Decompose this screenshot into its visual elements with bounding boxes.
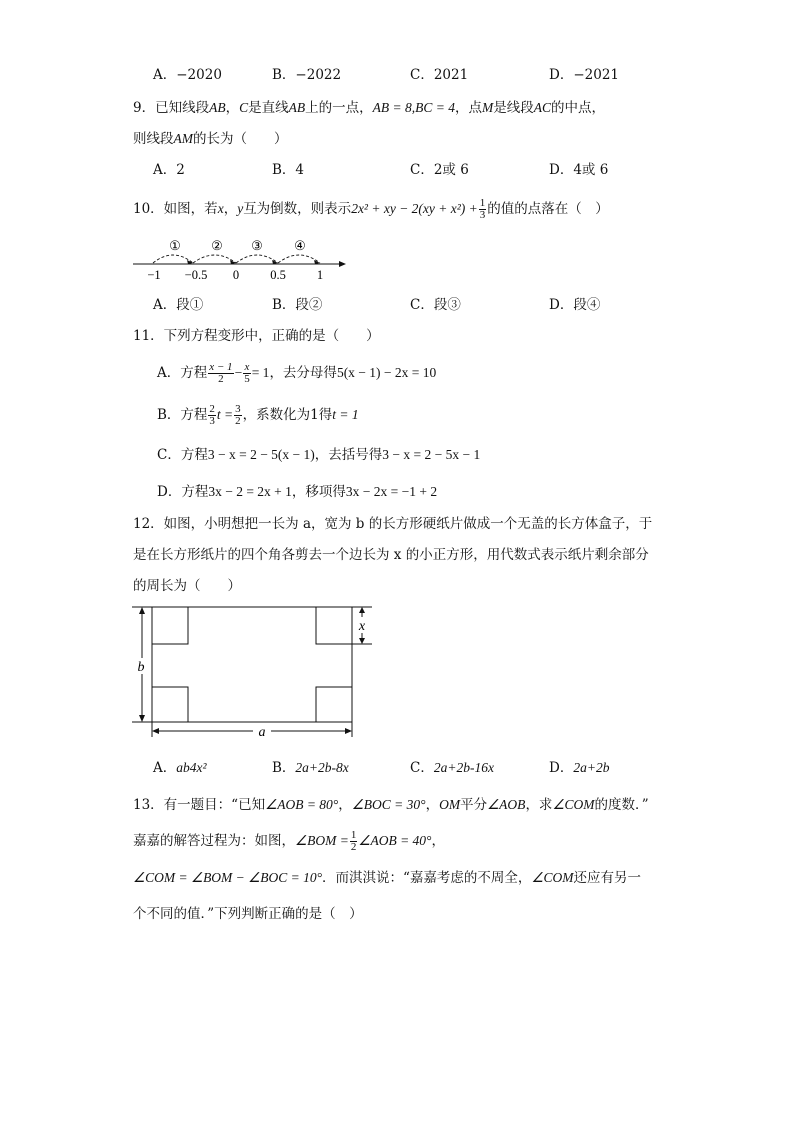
q11-option-d: D．方程3x − 2 = 2x + 1，移项得3x − 2x = −1 + 2 <box>157 484 438 500</box>
q9-stem-line1: 9．已知线段AB，C是直线AB上的一点，AB = 8,BC = 4，点M是线段AC的中点， <box>133 100 605 116</box>
q9-option-b: B．4 <box>272 162 305 178</box>
q8-option-c: C．2021 <box>410 67 469 83</box>
q12-option-b: B．2a+2b-8x <box>272 760 349 776</box>
rectangle-cutout-figure <box>130 600 380 742</box>
segment-label-2: ② <box>211 238 223 253</box>
segment-label-1: ① <box>169 238 181 253</box>
q12-option-d: D．2a+2b <box>549 760 610 776</box>
q8-option-d: D．−2021 <box>549 67 619 83</box>
label-b: b <box>137 660 145 675</box>
segment-label-3: ③ <box>251 238 263 253</box>
q8-option-b: B．−2022 <box>272 67 342 83</box>
label-a: a <box>258 725 266 740</box>
q13-stem-line4: 个不同的值．”下列判断正确的是（ ） <box>133 906 363 922</box>
tick-label-0: 0 <box>232 268 240 282</box>
q11-stem: 11．下列方程变形中，正确的是（ ） <box>133 328 380 344</box>
q11-option-c: C．方程3 − x = 2 − 5(x − 1)，去括号得3 − x = 2 − 5x − 1 <box>157 447 481 463</box>
q10-option-c: C．段③ <box>410 297 461 313</box>
tick-label-neg1: −1 <box>147 268 161 282</box>
tick-label-neg05: −0.5 <box>184 268 208 282</box>
q10-fraction: $\frac{1}{3}$ <box>479 197 486 221</box>
q10-option-d: D．段④ <box>549 297 601 313</box>
q12-option-a: A．ab4x² <box>153 760 207 776</box>
q13-stem-line2: 嘉嘉的解答过程为：如图，∠BOM = $\frac{1}{2}$ ∠AOB = 40°， <box>133 829 445 853</box>
segment-label-4: ④ <box>294 238 306 253</box>
q12-option-c: C．2a+2b-16x <box>410 760 494 776</box>
q13-stem-line1: 13．有一题目：“已知∠AOB = 80°，∠BOC = 30°，OM平分∠AOB，求∠COM的度数．” <box>133 797 649 813</box>
q9-option-a: A．2 <box>153 162 185 178</box>
q10-stem: 10．如图，若x，y互为倒数，则表示2x² + xy − 2(xy + x²) + $\frac{1}{3}$ 的值的点落在（ ） <box>133 197 609 221</box>
label-x: x <box>358 619 366 634</box>
q11-option-a: A．方程 $\frac{x - 1}{2}$ − $\frac{x}{5}$ = 1，去分母得5(x − 1) − 2x = 10 <box>157 361 437 385</box>
q12-stem-line1: 12．如图，小明想把一长为 a，宽为 b 的长方形硬纸片做成一个无盖的长方体盒子，于 <box>133 516 653 532</box>
tick-label-05: 0.5 <box>270 268 286 282</box>
q9-stem-line2: 则线段AM的长为（ ） <box>133 131 288 147</box>
q13-stem-line3: ∠COM = ∠BOM − ∠BOC = 10°．而淇淇说：“嘉嘉考虑的不周全，∠COM还应有另一 <box>133 870 642 886</box>
q11-option-b: B．方程 $\frac{2}{3}$ t = $\frac{3}{2}$ ，系数化为1得t = 1 <box>157 403 359 427</box>
number-line-figure <box>130 232 355 284</box>
q8-option-a: A．−2020 <box>153 67 222 83</box>
q9-option-c: C．2或 6 <box>410 162 469 178</box>
q9-option-d: D．4或 6 <box>549 162 609 178</box>
q12-stem-line2: 是在长方形纸片的四个角各剪去一个边长为 x 的小正方形，用代数式表示纸片剩余部分 <box>133 547 649 563</box>
q10-option-b: B．段② <box>272 297 323 313</box>
q12-stem-line3: 的周长为（ ） <box>133 578 241 594</box>
tick-label-1: 1 <box>316 268 324 282</box>
q10-option-a: A．段① <box>153 297 204 313</box>
